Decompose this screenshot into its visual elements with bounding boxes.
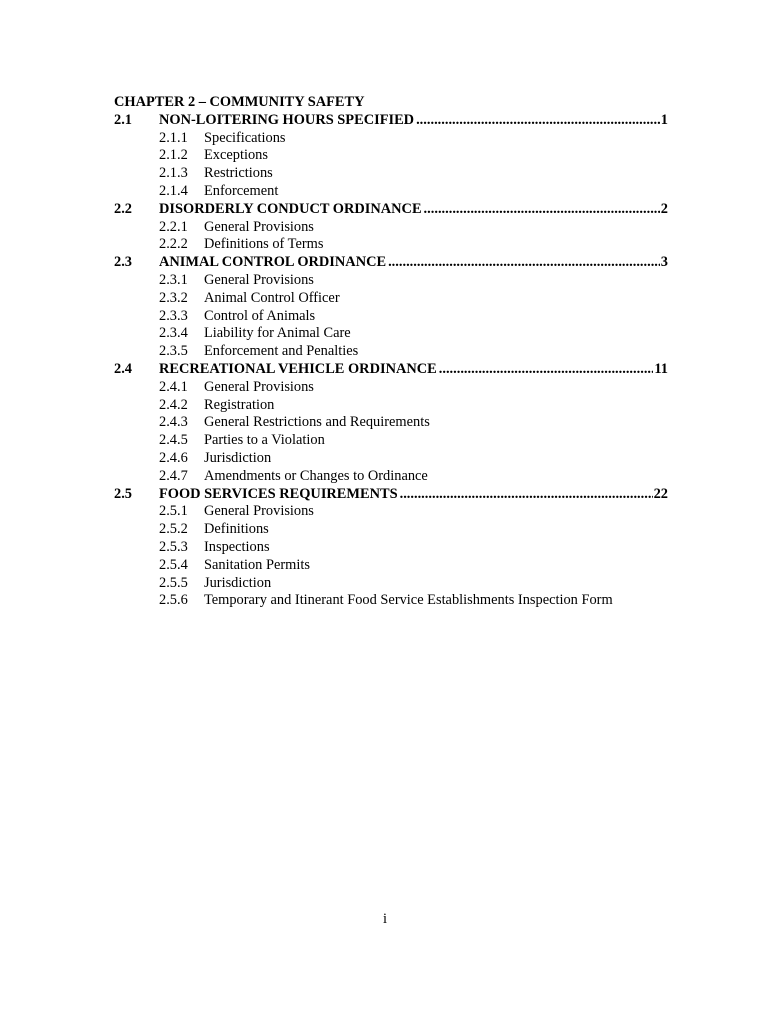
subsection-number: 2.4.3 bbox=[159, 414, 188, 431]
toc-subsection-row[interactable] bbox=[114, 308, 668, 326]
subsection-number: 2.4.7 bbox=[159, 467, 188, 484]
section-title: ANIMAL CONTROL ORDINANCE bbox=[159, 254, 387, 271]
section-entry bbox=[159, 112, 668, 130]
toc-subsection-row[interactable] bbox=[114, 165, 668, 183]
section-number: 2.4 bbox=[114, 360, 132, 377]
subsection-title: Jurisdiction bbox=[204, 574, 272, 591]
dot-leader bbox=[400, 486, 653, 504]
subsection-title: Registration bbox=[204, 396, 275, 413]
toc-subsection-row[interactable] bbox=[114, 236, 668, 254]
subsection-number: 2.4.6 bbox=[159, 449, 188, 466]
subsection-title: Definitions of Terms bbox=[204, 236, 324, 253]
section-page-number: 22 bbox=[653, 485, 668, 502]
toc-subsection-row[interactable] bbox=[114, 468, 668, 486]
subsection-number: 2.5.3 bbox=[159, 538, 188, 555]
subsection-number: 2.1.4 bbox=[159, 182, 188, 199]
section-title: RECREATIONAL VEHICLE ORDINANCE bbox=[159, 360, 437, 377]
subsection-title: Parties to a Violation bbox=[204, 432, 325, 449]
subsection-number: 2.5.1 bbox=[159, 503, 188, 520]
toc-section-row[interactable] bbox=[114, 112, 668, 130]
subsection-title: General Restrictions and Requirements bbox=[204, 414, 430, 431]
section-number: 2.3 bbox=[114, 254, 132, 271]
table-of-contents bbox=[114, 94, 668, 610]
subsection-number: 2.3.1 bbox=[159, 271, 188, 288]
section-entry bbox=[159, 254, 668, 272]
toc-section-row[interactable] bbox=[114, 201, 668, 219]
subsection-title: General Provisions bbox=[204, 271, 314, 288]
subsection-number: 2.3.5 bbox=[159, 343, 188, 360]
subsection-title: Enforcement bbox=[204, 182, 279, 199]
toc-subsection-row[interactable] bbox=[114, 592, 668, 610]
subsection-title: Inspections bbox=[204, 538, 270, 555]
subsection-number: 2.1.2 bbox=[159, 147, 188, 164]
section-page-number: 1 bbox=[660, 111, 668, 128]
section-entry bbox=[159, 486, 668, 504]
toc-subsection-row[interactable] bbox=[114, 503, 668, 521]
section-title: FOOD SERVICES REQUIREMENTS bbox=[159, 485, 398, 502]
subsection-number: 2.5.6 bbox=[159, 592, 188, 609]
section-number: 2.1 bbox=[114, 111, 132, 128]
subsection-title: Specifications bbox=[204, 129, 286, 146]
toc-subsection-row[interactable] bbox=[114, 147, 668, 165]
toc-subsection-row[interactable] bbox=[114, 325, 668, 343]
chapter-title: CHAPTER 2 – COMMUNITY SAFETY bbox=[114, 94, 365, 110]
dot-leader bbox=[424, 201, 660, 219]
toc-section-row[interactable] bbox=[114, 361, 668, 379]
subsection-title: Definitions bbox=[204, 521, 269, 538]
toc-section-row[interactable] bbox=[114, 254, 668, 272]
toc-subsection-row[interactable] bbox=[114, 432, 668, 450]
subsection-title: General Provisions bbox=[204, 503, 314, 520]
subsection-number: 2.3.3 bbox=[159, 307, 188, 324]
toc-subsection-row[interactable] bbox=[114, 414, 668, 432]
toc-subsection-row[interactable] bbox=[114, 575, 668, 593]
subsection-number: 2.5.4 bbox=[159, 556, 188, 573]
subsection-number: 2.2.1 bbox=[159, 218, 188, 235]
subsection-number: 2.3.4 bbox=[159, 325, 188, 342]
subsection-title: Enforcement and Penalties bbox=[204, 343, 359, 360]
toc-subsection-row[interactable] bbox=[114, 379, 668, 397]
subsection-number: 2.3.2 bbox=[159, 289, 188, 306]
subsection-title: General Provisions bbox=[204, 218, 314, 235]
subsection-title: Exceptions bbox=[204, 147, 268, 164]
section-number: 2.2 bbox=[114, 200, 132, 217]
subsection-title: Jurisdiction bbox=[204, 449, 272, 466]
section-page-number: 11 bbox=[654, 360, 668, 377]
section-entry bbox=[159, 361, 668, 379]
subsection-title: Amendments or Changes to Ordinance bbox=[204, 467, 428, 484]
subsection-title: Control of Animals bbox=[204, 307, 316, 324]
subsection-title: Animal Control Officer bbox=[204, 289, 340, 306]
section-entry bbox=[159, 201, 668, 219]
section-title: NON-LOITERING HOURS SPECIFIED bbox=[159, 111, 415, 128]
subsection-number: 2.5.2 bbox=[159, 521, 188, 538]
section-number: 2.5 bbox=[114, 485, 132, 502]
subsection-number: 2.1.3 bbox=[159, 165, 188, 182]
toc-subsection-row[interactable] bbox=[114, 183, 668, 201]
section-page-number: 3 bbox=[660, 254, 668, 271]
dot-leader bbox=[388, 254, 660, 272]
subsection-number: 2.5.5 bbox=[159, 574, 188, 591]
subsection-number: 2.4.5 bbox=[159, 432, 188, 449]
subsection-title: Temporary and Itinerant Food Service Establishments Inspection Form bbox=[204, 592, 613, 609]
subsection-number: 2.1.1 bbox=[159, 129, 188, 146]
toc-subsection-row[interactable] bbox=[114, 219, 668, 237]
subsection-number: 2.2.2 bbox=[159, 236, 188, 253]
section-title: DISORDERLY CONDUCT ORDINANCE bbox=[159, 200, 422, 217]
subsection-title: General Provisions bbox=[204, 378, 314, 395]
toc-subsection-row[interactable] bbox=[114, 557, 668, 575]
subsection-number: 2.4.2 bbox=[159, 396, 188, 413]
subsection-title: Liability for Animal Care bbox=[204, 325, 351, 342]
toc-subsection-row[interactable] bbox=[114, 450, 668, 468]
dot-leader bbox=[439, 361, 654, 379]
subsection-number: 2.4.1 bbox=[159, 378, 188, 395]
subsection-title: Restrictions bbox=[204, 165, 273, 182]
toc-subsection-row[interactable] bbox=[114, 290, 668, 308]
dot-leader bbox=[416, 112, 660, 130]
section-page-number: 2 bbox=[660, 200, 668, 217]
toc-section-row[interactable] bbox=[114, 486, 668, 504]
page-number-footer: i bbox=[383, 911, 387, 927]
toc-subsection-row[interactable] bbox=[114, 397, 668, 415]
toc-subsection-row[interactable] bbox=[114, 539, 668, 557]
toc-subsection-row[interactable] bbox=[114, 343, 668, 361]
toc-subsection-row[interactable] bbox=[114, 130, 668, 148]
toc-subsection-row[interactable] bbox=[114, 521, 668, 539]
subsection-title: Sanitation Permits bbox=[204, 556, 310, 573]
toc-subsection-row[interactable] bbox=[114, 272, 668, 290]
